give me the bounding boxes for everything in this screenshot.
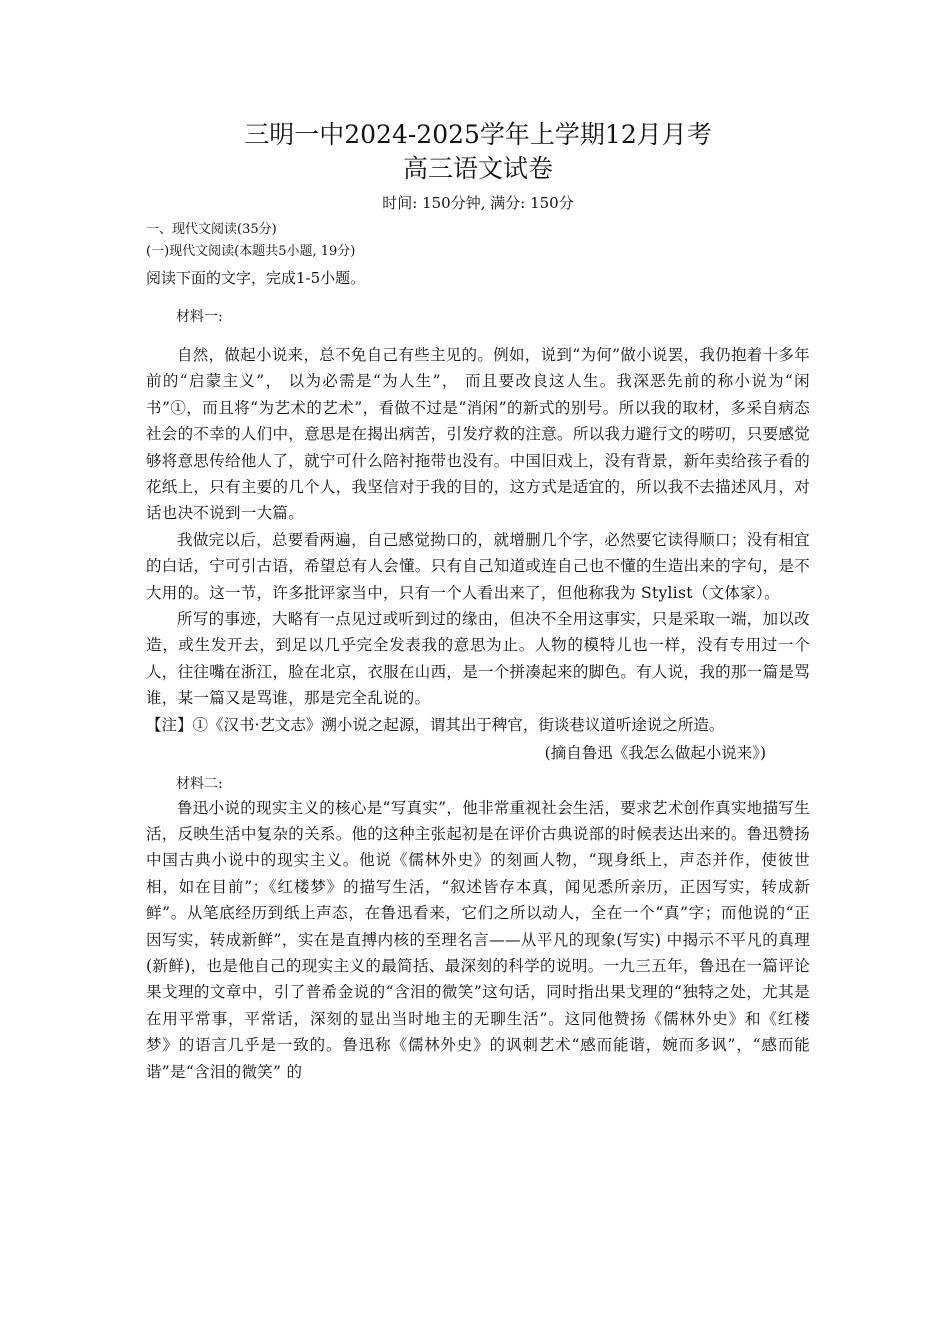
source-citation: (摘自鲁迅《我怎么做起小说来》)	[544, 744, 766, 763]
time-info: 时间: 150分钟, 满分: 150分	[382, 194, 574, 212]
material-one-paragraph: 所写的事迹，大略有一点见过或听到过的缘由，但决不全用这事实，只是采取一端，加以改造，或生发开去，到足以几乎完全发表我的意思为止。人物的模特儿也一样，没有专用过一个人，往往嘴在浙江，脸在北京，衣服在山西，是一个拼凑起来的脚色。有人说，我的那一篇是骂谁，某一篇又是骂谁，那是完全乱说的。	[146, 610, 810, 708]
material-one-label: 材料一:	[176, 309, 223, 325]
section-subheading: (一)现代文阅读(本题共5小题, 19分)	[146, 244, 356, 259]
exam-subtitle: 高三语文试卷	[402, 154, 553, 183]
exam-page	[146, 118, 810, 1085]
material-two-label: 材料二:	[176, 775, 223, 792]
section-heading: 一、现代文阅读(35分)	[146, 222, 277, 237]
material-two-paragraph: 鲁迅小说的现实主义的核心是“写真实”，他非常重视社会生活，要求艺术创作真实地描写生活，反映生活中复杂的关系。他的这种主张起初是在评价古典说部的时候表达出来的。鲁迅赞扬中国古典小说中的现实主义。他说《儒林外史》的刻画人物，“现身纸上，声态并作，使彼世相，如在目前”；《红楼梦》的描写生活，“叙述皆存本真，闻见悉所亲历，正因写实，转成新鲜”。从笔底经历到纸上声态，在鲁迅看来，它们之所以动人，全在一个“真”字；而他说的“正因写实，转成新鲜”，实在是直搏内核的至理名言——从平凡的现象(写实) 中揭示不平凡的真理(新鲜)，也是他自己的现实主义的最简括、最深刻的科学的说明。一九三五年，鲁迅在一篇评论果戈理的文章中，引了普希金说的“含泪的微笑”这句话，同时指出果戈理的“独特之处，尤其是在用平常事，平常话，深刻的显出当时地主的无聊生活”。这同他赞扬《儒林外史》和《红楼梦》的语言几乎是一致的。鲁迅称《儒林外史》的讽刺艺术“感而能谐，婉而多讽”，“感而能谐”是“含泪的微笑” 的	[146, 798, 810, 1081]
material-one-paragraph: 我做完以后，总要看两遍，自己感觉拗口的，就增删几个字，必然要它读得顺口；没有相宜的白话，宁可引古语，希望总有人会懂。只有自己知道或连自己也不懂的生造出来的字句，是不大用的。这一节，许多批评家当中，只有一个人看出来了，但他称我为 Stylist（文体家）。	[146, 530, 810, 602]
footnote: 【注】①《汉书·艺文志》溯小说之起源，谓其出于稗官，街谈巷议道听途说之所造。	[146, 715, 725, 734]
reading-instruction: 阅读下面的文字，完成1-5小题。	[146, 269, 366, 287]
exam-title: 三明一中2024-2025学年上学期12月月考	[244, 120, 712, 149]
material-one-paragraph: 自然，做起小说来，总不免自己有些主见的。例如，说到“为何”做小说罢，我仍抱着十多年前的“启蒙主义”， 以为必需是“为人生”， 而且要改良这人生。我深恶先前的称小说为“闲书”①，而且将“为艺术的艺术”，看做不过是“消闲”的新式的别号。所以我的取材，多采自病态社会的不幸的人们中，意思是在揭出病苦，引发疗救的注意。所以我力避行文的唠叨，只要感觉够将意思传给他人了，就宁可什么陪衬拖带也没有。中国旧戏上，没有背景，新年卖给孩子看的花纸上，只有主要的几个人，我坚信对于我的目的，这方式是适宜的，所以我不去描述风月，对话也决不说到一大篇。	[146, 346, 810, 523]
